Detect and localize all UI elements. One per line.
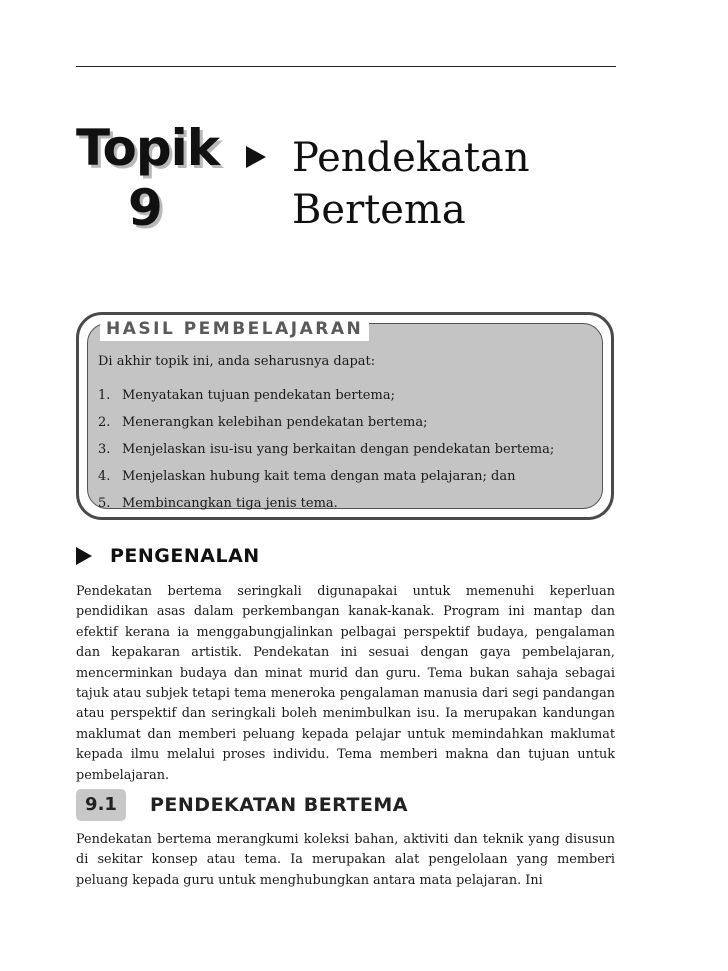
list-item: 2. Menerangkan kelebihan pendekatan bertema; <box>98 415 428 430</box>
section-title: PENDEKATAN BERTEMA <box>150 794 409 816</box>
topic-block <box>76 118 236 238</box>
intro-paragraph: Pendekatan bertema seringkali digunapakai untuk memenuhi keperluan pendidikan asas dalam perkembangan kanak-kanak. Program ini mantap dan efektif kerana ia menggabungjalinkan pelbagai perspektif budaya, pengalaman dan kepakaran artistik. Pendekatan ini sesuai dengan gaya pembelajaran, mencerminkan budaya dan minat murid dan guru. Tema bukan sahaja sebagai tajuk atau subjek tetapi tema meneroka pengalaman manusia dari segi pandangan atau perspektif dan seringkali boleh menimbulkan isu. Ia merupakan kandungan maklumat dan memberi peluang kepada pelajar untuk memindahkan maklumat kepada ilmu melalui proses individu. Tema memberi makna dan tujuan untuk pembelajaran. <box>76 584 615 783</box>
learning-outcomes-list <box>98 382 554 517</box>
play-arrow-icon <box>76 547 92 565</box>
learning-outcomes-label: HASIL PEMBELAJARAN <box>100 316 369 341</box>
list-item: 5. Membincangkan tiga jenis tema. <box>98 496 338 511</box>
list-item: 3. Menjelaskan isu-isu yang berkaitan dengan pendekatan bertema; <box>98 442 555 457</box>
chapter-title-line1: Pendekatan <box>292 135 530 181</box>
intro-heading <box>76 545 260 567</box>
learning-outcomes-intro: Di akhir topik ini, anda seharusnya dapat: <box>98 354 376 369</box>
section-number-badge: 9.1 <box>76 789 126 821</box>
section-9-1-heading <box>76 789 408 821</box>
intro-heading-text: PENGENALAN <box>110 545 260 567</box>
play-arrow-icon <box>246 146 266 168</box>
chapter-title-line2: Bertema <box>292 187 466 233</box>
list-item: 4. Menjelaskan hubung kait tema dengan mata pelajaran; dan <box>98 469 516 484</box>
chapter-title <box>292 132 530 236</box>
top-rule <box>76 66 616 67</box>
section-9-1-paragraph: Pendekatan bertema merangkumi koleksi bahan, aktiviti dan teknik yang disusun di sekitar konsep atau tema. Ia merupakan alat pengelolaan yang memberi peluang kepada guru untuk menghubungkan antara mata pelajaran. Ini <box>76 832 615 888</box>
list-item: 1. Menyatakan tujuan pendekatan bertema; <box>98 388 395 403</box>
topic-number: 9 <box>128 179 163 237</box>
topic-word: Topik <box>76 119 219 177</box>
